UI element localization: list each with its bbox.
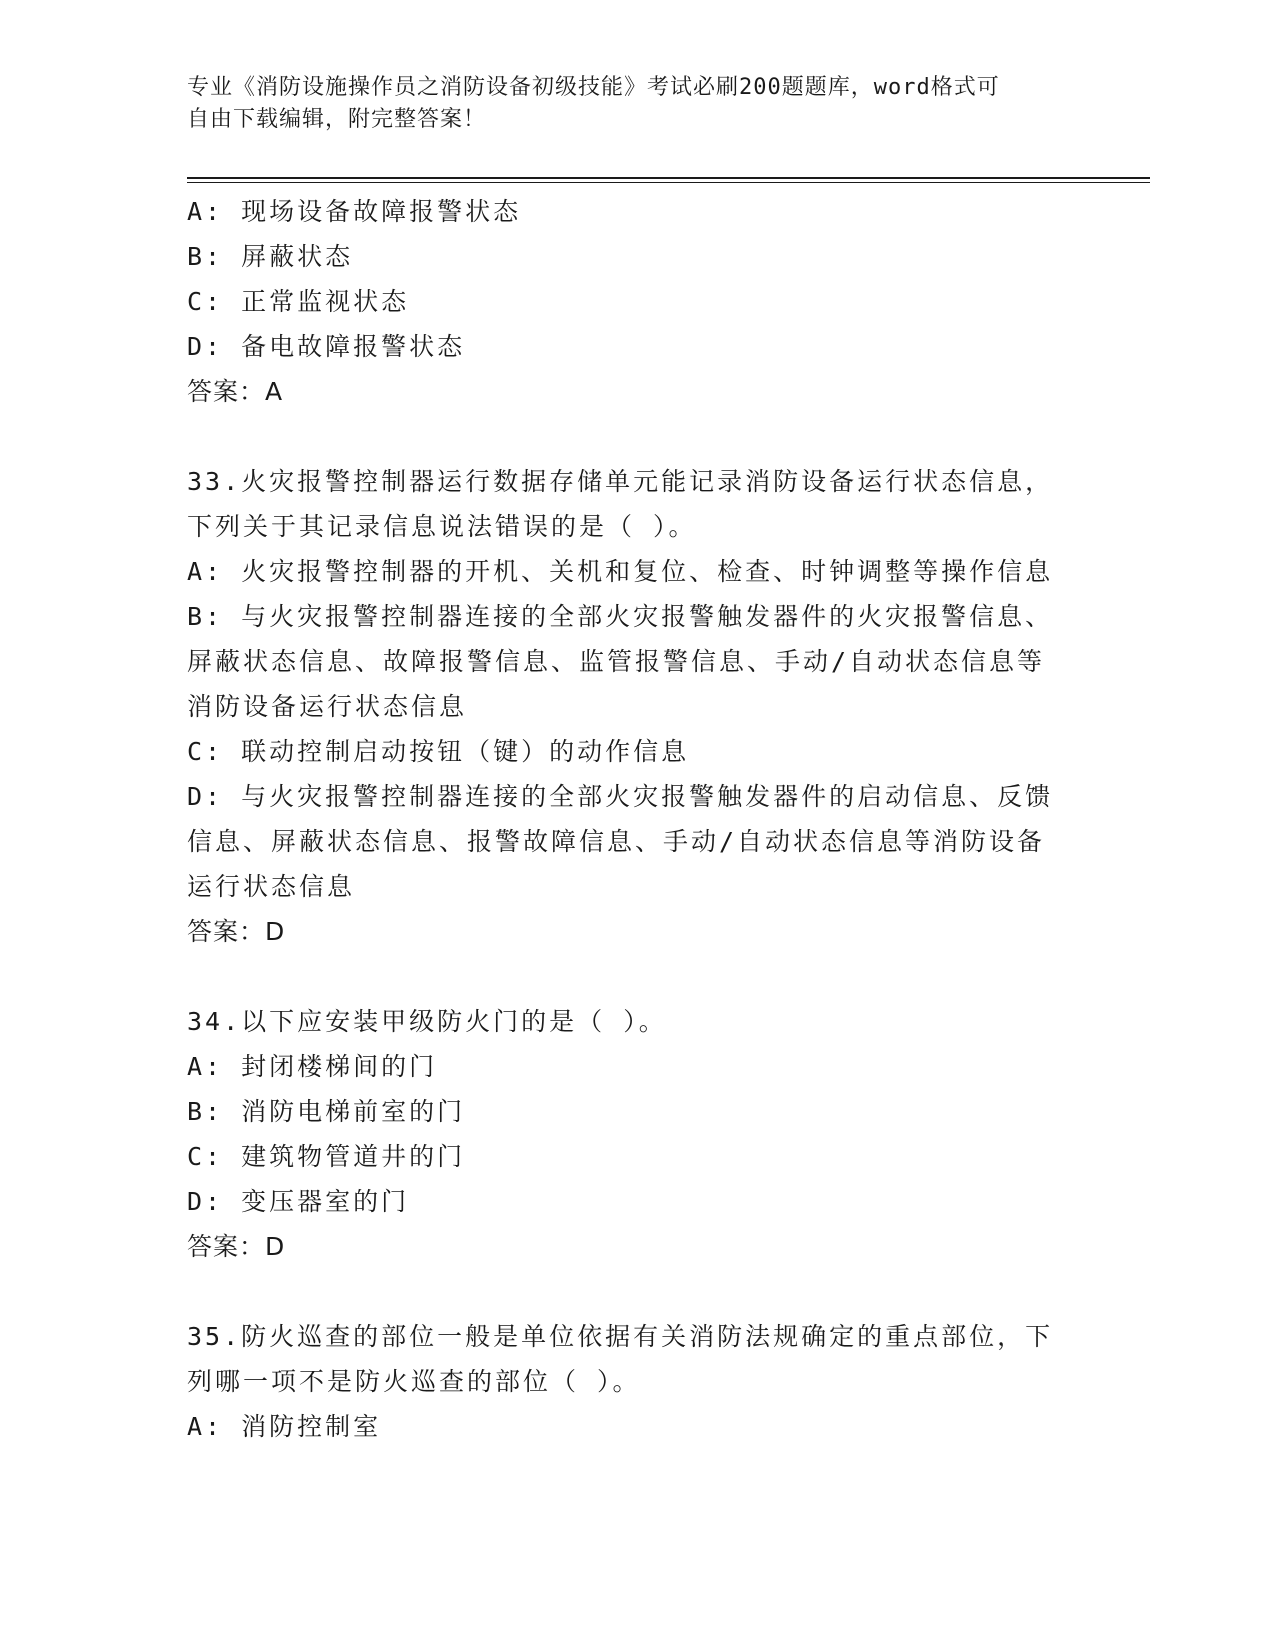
option-a: A: 消防控制室	[187, 1412, 382, 1441]
header-rule-top	[187, 177, 1150, 179]
option-d: D: 备电故障报警状态	[187, 332, 466, 361]
question-stem: 下列关于其记录信息说法错误的是（ ）。	[187, 512, 697, 541]
option-a: A: 封闭楼梯间的门	[187, 1052, 438, 1081]
header-rule-bottom	[187, 182, 1150, 183]
option-d-continued: 信息、屏蔽状态信息、报警故障信息、手动/自动状态信息等消防设备	[187, 827, 1046, 856]
option-b: B: 与火灾报警控制器连接的全部火灾报警触发器件的火灾报警信息、	[187, 602, 1054, 631]
answer-line: 答案：A	[187, 377, 284, 406]
question-stem: 33.火灾报警控制器运行数据存储单元能记录消防设备运行状态信息，	[187, 467, 1054, 496]
option-b-continued: 消防设备运行状态信息	[187, 692, 468, 721]
option-d: D: 变压器室的门	[187, 1187, 410, 1216]
page-header	[187, 72, 1087, 136]
option-d-continued: 运行状态信息	[187, 872, 356, 901]
question-33	[187, 459, 1087, 954]
question-stem: 35.防火巡查的部位一般是单位依据有关消防法规确定的重点部位，下	[187, 1322, 1054, 1351]
option-c: C: 正常监视状态	[187, 287, 410, 316]
document-body	[187, 189, 1087, 1449]
option-b: B: 屏蔽状态	[187, 242, 354, 271]
option-c: C: 建筑物管道井的门	[187, 1142, 466, 1171]
question-stem: 列哪一项不是防火巡查的部位（ ）。	[187, 1367, 641, 1396]
question-35	[187, 1314, 1087, 1449]
question-stem: 34.以下应安装甲级防火门的是（ ）。	[187, 1007, 667, 1036]
option-d: D: 与火灾报警控制器连接的全部火灾报警触发器件的启动信息、反馈	[187, 782, 1054, 811]
option-b: B: 消防电梯前室的门	[187, 1097, 466, 1126]
option-a: A: 现场设备故障报警状态	[187, 197, 522, 226]
header-line-2: 自由下载编辑，附完整答案！	[187, 107, 487, 132]
option-c: C: 联动控制启动按钮（键）的动作信息	[187, 737, 690, 766]
question-34	[187, 999, 1087, 1269]
question-32-continued	[187, 189, 1087, 414]
answer-line: 答案：D	[187, 917, 286, 946]
option-b-continued: 屏蔽状态信息、故障报警信息、监管报警信息、手动/自动状态信息等	[187, 647, 1046, 676]
answer-line: 答案：D	[187, 1232, 286, 1261]
header-line-1: 专业《消防设施操作员之消防设备初级技能》考试必刷200题题库，word格式可	[187, 75, 1000, 100]
option-a: A: 火灾报警控制器的开机、关机和复位、检查、时钟调整等操作信息	[187, 557, 1054, 586]
